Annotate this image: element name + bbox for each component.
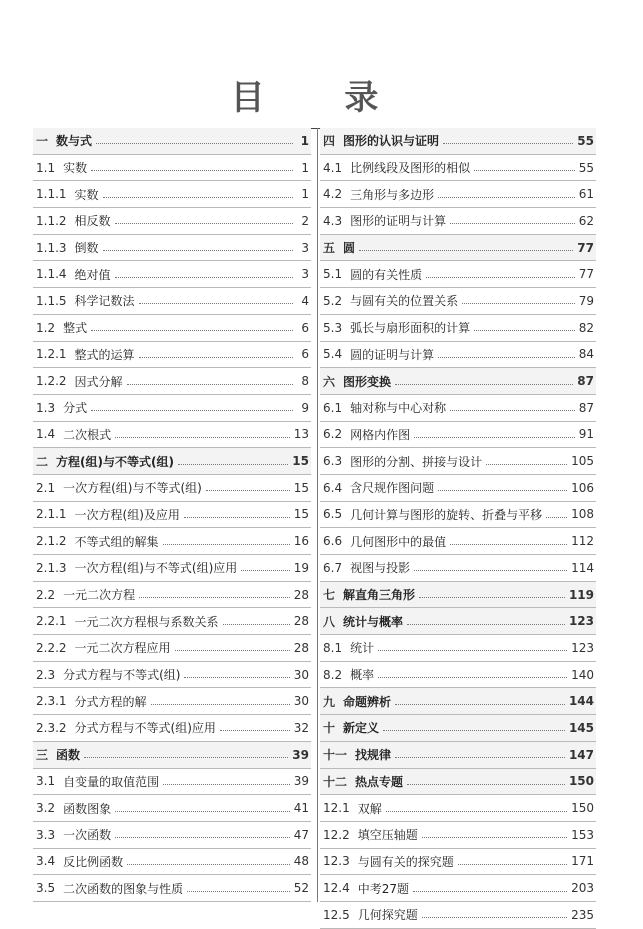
dot-leader <box>383 730 565 731</box>
entry-page: 114 <box>571 560 594 575</box>
entry-title: 命题辨析 <box>343 694 392 709</box>
entry-number: 4.2 <box>323 187 343 202</box>
entry-page: 55 <box>577 133 594 148</box>
dot-leader <box>223 624 290 625</box>
entry-title: 新定义 <box>343 721 380 736</box>
entry-page: 8 <box>301 374 309 389</box>
entry-number: 5.4 <box>323 347 343 362</box>
entry-number: 12.5 <box>323 907 350 922</box>
dot-leader <box>474 330 575 331</box>
dot-leader <box>187 891 290 892</box>
dot-leader <box>419 597 565 598</box>
dot-leader <box>486 464 567 465</box>
entry-page: 28 <box>293 614 309 629</box>
toc-entry[interactable] <box>33 795 311 822</box>
toc-entry[interactable] <box>320 875 596 902</box>
entry-page: 15 <box>293 480 309 495</box>
toc-entry[interactable] <box>33 555 311 582</box>
dot-leader <box>220 730 290 731</box>
toc-chapter[interactable] <box>320 742 596 769</box>
entry-title: 圆的有关性质 <box>350 267 423 282</box>
dot-leader <box>91 410 293 411</box>
entry-title: 一元二次方程 <box>63 588 136 603</box>
toc-entry[interactable] <box>33 608 311 635</box>
dot-leader <box>407 784 565 785</box>
toc-entry[interactable] <box>33 288 311 315</box>
entry-number: 3.2 <box>36 801 56 816</box>
entry-page: 140 <box>571 667 594 682</box>
entry-page: 62 <box>578 213 594 228</box>
toc-entry[interactable] <box>320 155 596 182</box>
entry-number: 2.2.1 <box>36 614 67 629</box>
entry-page: 3 <box>301 240 309 255</box>
entry-title: 因式分解 <box>74 374 123 389</box>
entry-number: 2.2 <box>36 587 56 602</box>
dot-leader <box>91 330 293 331</box>
entry-title: 整式 <box>63 321 88 336</box>
entry-number: 一 <box>36 134 49 149</box>
entry-title: 与圆有关的位置关系 <box>350 294 459 309</box>
entry-title: 统计 <box>350 641 375 656</box>
toc-entry[interactable] <box>320 448 596 475</box>
dot-leader <box>546 517 567 518</box>
entry-title: 三角形与多边形 <box>350 187 435 202</box>
entry-title: 数与式 <box>56 134 93 149</box>
entry-title: 自变量的取值范围 <box>63 774 160 789</box>
entry-title: 反比例函数 <box>63 854 124 869</box>
dot-leader <box>96 143 293 144</box>
dot-leader <box>438 357 575 358</box>
entry-page: 30 <box>293 667 309 682</box>
entry-page: 6 <box>301 347 309 362</box>
entry-title: 含尺规作图问题 <box>350 481 435 496</box>
entry-page: 15 <box>293 507 309 522</box>
toc-entry[interactable] <box>33 422 311 449</box>
dot-leader <box>422 917 567 918</box>
toc-chapter[interactable] <box>320 582 596 609</box>
dot-leader <box>115 437 290 438</box>
entry-page: 28 <box>293 640 309 655</box>
entry-page: 87 <box>577 374 594 389</box>
entry-title: 图形的认识与证明 <box>343 134 440 149</box>
dot-leader <box>438 197 575 198</box>
dot-leader <box>386 811 567 812</box>
entry-title: 函数 <box>56 748 81 763</box>
entry-title: 一次方程(组)及应用 <box>74 507 180 522</box>
dot-leader <box>413 891 567 892</box>
entry-number: 4.1 <box>323 160 343 175</box>
entry-title: 热点专题 <box>355 774 404 789</box>
toc-entry[interactable] <box>320 208 596 235</box>
entry-title: 中考27题 <box>357 881 409 896</box>
dot-leader <box>91 170 293 171</box>
entry-page: 3 <box>301 267 309 282</box>
entry-title: 统计与概率 <box>343 614 404 629</box>
toc-chapter[interactable] <box>33 448 311 475</box>
toc-entry[interactable] <box>33 181 311 208</box>
toc-entry[interactable] <box>320 342 596 369</box>
entry-page: 1 <box>301 160 309 175</box>
entry-page: 19 <box>293 560 309 575</box>
entry-title: 轴对称与中心对称 <box>350 401 447 416</box>
toc-entry[interactable] <box>33 528 311 555</box>
entry-number: 十 <box>323 721 336 736</box>
entry-title: 双解 <box>357 801 382 816</box>
entry-number: 3.1 <box>36 774 56 789</box>
entry-number: 8.1 <box>323 640 343 655</box>
toc-entry[interactable] <box>33 395 311 422</box>
toc-chapter[interactable] <box>320 769 596 796</box>
entry-page: 55 <box>578 160 594 175</box>
entry-title: 解直角三角形 <box>343 588 416 603</box>
entry-title: 一元二次方程应用 <box>74 641 171 656</box>
entry-title: 分式方程的解 <box>74 694 147 709</box>
dot-leader <box>139 357 293 358</box>
entry-title: 填空压轴题 <box>357 828 418 843</box>
entry-number: 6.4 <box>323 480 343 495</box>
toc-entry[interactable] <box>33 261 311 288</box>
toc-entry[interactable] <box>320 902 596 929</box>
entry-page: 61 <box>578 187 594 202</box>
toc-entry[interactable] <box>320 181 596 208</box>
toc-entry[interactable] <box>33 235 311 262</box>
toc-entry[interactable] <box>33 849 311 876</box>
toc-entry[interactable] <box>33 368 311 395</box>
entry-title: 函数图象 <box>63 801 112 816</box>
entry-title: 分式 <box>63 401 88 416</box>
entry-number: 六 <box>323 374 336 389</box>
toc-entry[interactable] <box>320 502 596 529</box>
toc-entry[interactable] <box>320 635 596 662</box>
entry-page: 47 <box>293 827 309 842</box>
entry-number: 九 <box>323 694 336 709</box>
entry-page: 2 <box>301 213 309 228</box>
dot-leader <box>206 490 290 491</box>
entry-number: 1.2 <box>36 320 56 335</box>
dot-leader <box>139 303 293 304</box>
entry-number: 6.7 <box>323 560 343 575</box>
entry-number: 3.4 <box>36 854 56 869</box>
dot-leader <box>395 384 573 385</box>
entry-number: 5.3 <box>323 320 343 335</box>
entry-title: 分式方程与不等式(组) <box>63 668 181 683</box>
entry-page: 79 <box>578 293 594 308</box>
entry-page: 147 <box>568 747 594 762</box>
entry-title: 绝对值 <box>74 267 111 282</box>
toc-entry[interactable] <box>320 315 596 342</box>
dot-leader <box>378 677 567 678</box>
toc-entry[interactable] <box>33 155 311 182</box>
toc-entry[interactable] <box>320 849 596 876</box>
entry-page: 150 <box>571 801 594 816</box>
entry-number: 2.1.2 <box>36 534 67 549</box>
entry-page: 123 <box>571 640 594 655</box>
entry-number: 十一 <box>323 748 348 763</box>
entry-title: 网格内作图 <box>350 427 411 442</box>
toc-entry[interactable] <box>320 662 596 689</box>
toc-entry[interactable] <box>320 795 596 822</box>
dot-leader <box>438 490 567 491</box>
entry-number: 5.1 <box>323 267 343 282</box>
entry-page: 119 <box>568 587 594 602</box>
entry-number: 3.5 <box>36 881 56 896</box>
dot-leader <box>163 784 290 785</box>
entry-number: 七 <box>323 588 336 603</box>
entry-number: 十二 <box>323 774 348 789</box>
dot-leader <box>422 837 567 838</box>
toc-entry[interactable] <box>33 822 311 849</box>
entry-number: 12.2 <box>323 827 350 842</box>
entry-page: 203 <box>571 881 594 896</box>
entry-page: 106 <box>571 480 594 495</box>
dot-leader <box>151 704 290 705</box>
entry-title: 图形的分割、拼接与设计 <box>350 454 483 469</box>
entry-number: 12.3 <box>323 854 350 869</box>
toc-entry[interactable] <box>33 662 311 689</box>
entry-page: 144 <box>568 694 594 709</box>
dot-leader <box>184 517 290 518</box>
entry-page: 82 <box>578 320 594 335</box>
entry-page: 13 <box>293 427 309 442</box>
entry-title: 概率 <box>350 668 375 683</box>
entry-number: 1.4 <box>36 427 56 442</box>
entry-number: 1.1.2 <box>36 213 67 228</box>
entry-number: 1.1.5 <box>36 293 67 308</box>
dot-leader <box>178 464 288 465</box>
dot-leader <box>115 223 293 224</box>
entry-number: 2.3.1 <box>36 694 67 709</box>
dot-leader <box>184 677 289 678</box>
entry-number: 1.2.2 <box>36 374 67 389</box>
entry-title: 科学记数法 <box>74 294 135 309</box>
entry-title: 找规律 <box>355 748 392 763</box>
toc-chapter[interactable] <box>33 742 311 769</box>
dot-leader <box>103 197 293 198</box>
toc-entry[interactable] <box>320 261 596 288</box>
toc-chapter[interactable] <box>320 715 596 742</box>
entry-page: 15 <box>292 454 309 469</box>
dot-leader <box>115 837 290 838</box>
entry-page: 108 <box>571 507 594 522</box>
dot-leader <box>241 570 289 571</box>
entry-page: 4 <box>301 293 309 308</box>
entry-title: 分式方程与不等式(组)应用 <box>74 721 216 736</box>
toc-right-column <box>320 128 596 929</box>
toc-entry[interactable] <box>33 502 311 529</box>
entry-page: 235 <box>571 907 594 922</box>
dot-leader <box>474 170 575 171</box>
entry-page: 30 <box>293 694 309 709</box>
entry-number: 2.3 <box>36 667 56 682</box>
dot-leader <box>127 864 290 865</box>
entry-page: 28 <box>293 587 309 602</box>
toc-chapter[interactable] <box>33 128 311 155</box>
entry-title: 一次方程(组)与不等式(组) <box>63 481 202 496</box>
toc-chapter[interactable] <box>320 368 596 395</box>
entry-title: 一次方程(组)与不等式(组)应用 <box>74 561 238 576</box>
entry-page: 32 <box>293 720 309 735</box>
entry-number: 6.3 <box>323 454 343 469</box>
entry-title: 圆 <box>343 241 356 256</box>
entry-title: 相反数 <box>74 214 111 229</box>
toc-entry[interactable] <box>33 315 311 342</box>
entry-page: 105 <box>571 454 594 469</box>
entry-title: 图形的证明与计算 <box>350 214 447 229</box>
toc-entry[interactable] <box>320 822 596 849</box>
toc-left-column <box>33 128 318 902</box>
toc-entry[interactable] <box>320 395 596 422</box>
entry-number: 5.2 <box>323 293 343 308</box>
toc-entry[interactable] <box>33 715 311 742</box>
entry-number: 6.2 <box>323 427 343 442</box>
toc-entry[interactable] <box>33 208 311 235</box>
dot-leader <box>414 570 567 571</box>
entry-page: 123 <box>568 614 594 629</box>
entry-title: 圆的证明与计算 <box>350 347 435 362</box>
toc-entry[interactable] <box>320 528 596 555</box>
entry-title: 倒数 <box>74 241 99 256</box>
toc-chapter[interactable] <box>320 688 596 715</box>
entry-number: 四 <box>323 134 336 149</box>
dot-leader <box>450 544 567 545</box>
dot-leader <box>378 650 567 651</box>
toc-entry[interactable] <box>33 342 311 369</box>
entry-number: 6.5 <box>323 507 343 522</box>
entry-page: 84 <box>578 347 594 362</box>
entry-title: 不等式组的解集 <box>74 534 159 549</box>
entry-page: 39 <box>292 747 309 762</box>
dot-leader <box>175 650 290 651</box>
entry-number: 6.6 <box>323 534 343 549</box>
entry-number: 2.1.3 <box>36 560 67 575</box>
entry-number: 2.1.1 <box>36 507 67 522</box>
dot-leader <box>84 757 288 758</box>
entry-number: 1.1 <box>36 160 56 175</box>
entry-title: 二次根式 <box>63 427 112 442</box>
entry-title: 几何探究题 <box>357 908 418 923</box>
entry-title: 比例线段及图形的相似 <box>350 161 471 176</box>
entry-title: 一次函数 <box>63 828 112 843</box>
page-title: 目 录 <box>230 78 413 118</box>
entry-number: 五 <box>323 241 336 256</box>
entry-title: 实数 <box>74 187 99 202</box>
entry-page: 9 <box>301 400 309 415</box>
entry-page: 48 <box>293 854 309 869</box>
entry-page: 112 <box>571 534 594 549</box>
toc-chapter[interactable] <box>320 608 596 635</box>
entry-number: 3.3 <box>36 827 56 842</box>
dot-leader <box>407 624 565 625</box>
entry-number: 12.1 <box>323 801 350 816</box>
entry-page: 52 <box>293 881 309 896</box>
toc-entry[interactable] <box>33 635 311 662</box>
entry-page: 6 <box>301 320 309 335</box>
entry-page: 1 <box>301 187 309 202</box>
entry-page: 150 <box>568 774 594 789</box>
dot-leader <box>426 277 575 278</box>
toc-entry[interactable] <box>320 288 596 315</box>
entry-title: 图形变换 <box>343 374 392 389</box>
dot-leader <box>395 757 565 758</box>
entry-title: 整式的运算 <box>74 347 135 362</box>
entry-number: 6.1 <box>323 400 343 415</box>
entry-page: 171 <box>571 854 594 869</box>
toc-entry[interactable] <box>320 555 596 582</box>
entry-page: 91 <box>578 427 594 442</box>
entry-title: 方程(组)与不等式(组) <box>56 454 174 469</box>
entry-title: 弧长与扇形面积的计算 <box>350 321 471 336</box>
entry-number: 2.3.2 <box>36 720 67 735</box>
toc-entry[interactable] <box>320 475 596 502</box>
dot-leader <box>395 704 565 705</box>
entry-number: 2.2.2 <box>36 640 67 655</box>
entry-page: 41 <box>293 801 309 816</box>
entry-page: 77 <box>578 267 594 282</box>
entry-number: 4.3 <box>323 213 343 228</box>
toc-entry[interactable] <box>33 769 311 796</box>
entry-title: 几何图形中的最值 <box>350 534 447 549</box>
toc-entry[interactable] <box>33 475 311 502</box>
dot-leader <box>414 437 575 438</box>
entry-number: 1.1.3 <box>36 240 67 255</box>
entry-page: 1 <box>300 133 309 148</box>
dot-leader <box>450 223 575 224</box>
dot-leader <box>139 597 290 598</box>
dot-leader <box>163 544 290 545</box>
dot-leader <box>462 303 575 304</box>
entry-number: 1.2.1 <box>36 347 67 362</box>
entry-number: 三 <box>36 748 49 763</box>
entry-number: 12.4 <box>323 881 350 896</box>
dot-leader <box>458 864 567 865</box>
dot-leader <box>127 384 293 385</box>
entry-page: 153 <box>571 827 594 842</box>
entry-page: 16 <box>293 534 309 549</box>
entry-title: 与圆有关的探究题 <box>357 854 454 869</box>
entry-number: 1.1.4 <box>36 267 67 282</box>
entry-number: 二 <box>36 454 49 469</box>
entry-number: 1.1.1 <box>36 187 67 202</box>
toc-entry[interactable] <box>33 875 311 902</box>
toc-chapter[interactable] <box>320 235 596 262</box>
entry-title: 视图与投影 <box>350 561 411 576</box>
dot-leader <box>115 811 290 812</box>
toc-chapter[interactable] <box>320 128 596 155</box>
entry-title: 一元二次方程根与系数关系 <box>74 614 219 629</box>
entry-number: 1.3 <box>36 400 56 415</box>
entry-page: 87 <box>578 400 594 415</box>
toc-entry[interactable] <box>33 582 311 609</box>
toc-entry[interactable] <box>33 688 311 715</box>
dot-leader <box>103 250 293 251</box>
dot-leader <box>359 250 573 251</box>
entry-page: 77 <box>577 240 594 255</box>
entry-title: 几何计算与图形的旋转、折叠与平移 <box>350 507 543 522</box>
entry-number: 2.1 <box>36 480 56 495</box>
dot-leader <box>450 410 575 411</box>
dot-leader <box>115 277 293 278</box>
entry-number: 八 <box>323 614 336 629</box>
entry-number: 8.2 <box>323 667 343 682</box>
toc-entry[interactable] <box>320 422 596 449</box>
dot-leader <box>443 143 573 144</box>
entry-title: 实数 <box>63 161 88 176</box>
entry-page: 39 <box>293 774 309 789</box>
entry-title: 二次函数的图象与性质 <box>63 881 184 896</box>
entry-page: 145 <box>568 720 594 735</box>
